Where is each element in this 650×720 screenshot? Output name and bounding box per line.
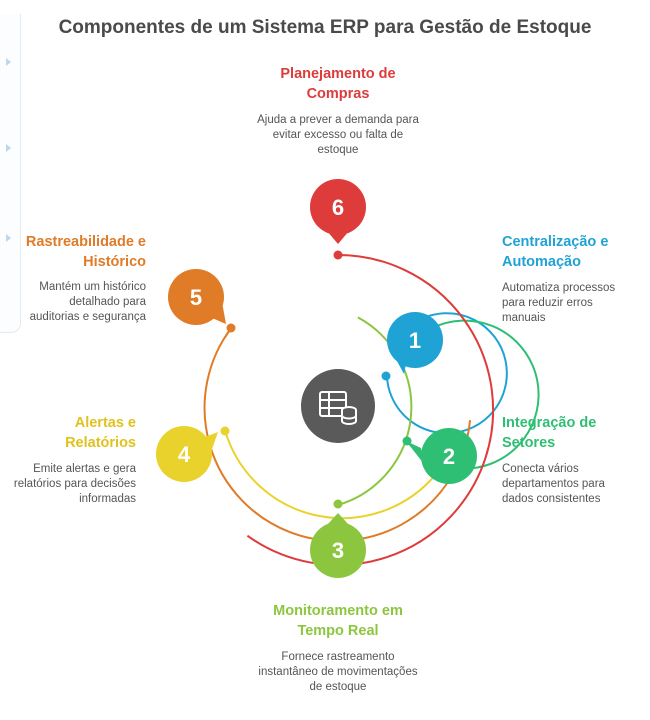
step-6-description: Ajuda a prever a demanda para evitar excesso ou falta de estoque — [257, 114, 419, 156]
step-number-1: 1 — [408, 328, 422, 353]
step-marker-3 — [310, 513, 366, 578]
step-3-description: Fornece rastreamento instantâneo de movimentações de estoque — [258, 651, 418, 693]
step-number-3: 3 — [331, 538, 345, 563]
step-number-2: 2 — [442, 444, 456, 469]
step-2-title: Integração de Setores — [502, 415, 597, 451]
step-number-5: 5 — [189, 285, 203, 310]
anchor-dot-1 — [382, 372, 391, 381]
step-number-4: 4 — [177, 442, 191, 467]
anchor-dot-4 — [221, 427, 230, 436]
step-marker-4 — [156, 426, 218, 482]
step-marker-1 — [387, 312, 443, 374]
step-1-title: Centralização e Automação — [502, 234, 609, 270]
center-hub — [301, 369, 375, 443]
step-marker-6 — [310, 179, 366, 244]
step-marker-2 — [406, 428, 477, 484]
step-6-title: Planejamento de Compras — [280, 66, 396, 102]
step-number-6: 6 — [331, 195, 345, 220]
step-2-description: Conecta vários departamentos para dados consistentes — [502, 463, 605, 505]
step-3-title: Monitoramento em Tempo Real — [273, 603, 403, 639]
step-5-description: Mantém um histórico detalhado para auditorias e segurança — [29, 281, 146, 323]
diagram-title: Componentes de um Sistema ERP para Gestão de Estoque — [58, 17, 592, 38]
step-1-description: Automatiza processos para reduzir erros manuais — [502, 282, 616, 324]
step-marker-5 — [168, 269, 226, 325]
anchor-dot-3 — [334, 500, 343, 509]
anchor-dot-5 — [227, 324, 236, 333]
step-4-title: Alertas e Relatórios — [65, 415, 136, 451]
step-4-description: Emite alertas e gera relatórios para decisões informadas — [13, 463, 136, 505]
anchor-dot-6 — [334, 251, 343, 260]
step-5-title: Rastreabilidade e Histórico — [25, 234, 146, 270]
